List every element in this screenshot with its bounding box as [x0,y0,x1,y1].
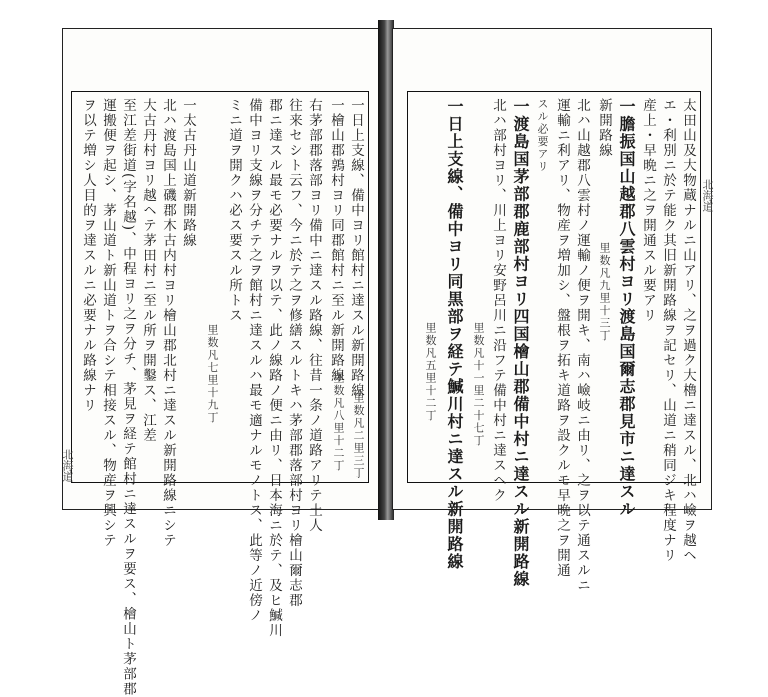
right-col-11: 一日上支線、備中ヨリ同黒部ヲ経テ鰔川村ニ達スル新開路線 [445,98,464,571]
right-col-10-note: 里数凡十一里二十七丁 [472,322,485,447]
right-col-2: エ・利別ニ於テ能ク其旧新開路線ヲ記セリ、山道ニ稍同ジキ程度ナリ [660,98,676,563]
left-col-9: 北ハ渡島国上磯郡木古内村ヨリ檜山郡北村ニ達スル新開路線ニシテ [160,98,176,548]
right-col-1: 太田山及大物蔵ナルニ山アリ、之ヲ過ク大櫓ニ達スル、北ハ嶮ヲ越ヘ [680,98,696,563]
right-col-12: 里数凡五里十二丁 [424,322,437,422]
right-col-5: 新開路線 [596,98,612,158]
left-col-5: 郡ニ達スル最モ必要ナルヲ以テ、此ノ線路ノ便ニ由リ、日本海ニ於テ、及ヒ鰔川 [266,98,282,638]
left-col-10: 大古丹村ヨリ越ヘテ茅田村ニ至ル所ヲ開鑿ス、江差 [140,98,156,443]
left-note-distance: 里数凡七里十九丁 [206,324,219,424]
right-col-8: スル必要アリ [536,98,549,173]
left-col-8: 一太古丹山道新開路線 [180,98,196,248]
left-col-7: ミニ道ヲ開クハ必ス要スル所トス [226,98,242,323]
left-col-2: 一檜山郡鶉村ヨリ同郡館村ニ至ル新開路線 [328,98,344,383]
left-col-6: 備中ヨリ支線ヲ分チテ之ヲ館村ニ達スルハ最モ適ナルモノトス、此等ノ近傍ノ [246,98,262,623]
left-page-frame [71,91,369,697]
left-col-1: 一日上支線、備中ヨリ館村ニ達スル新開路線 [348,98,364,398]
right-col-6: 北ハ山越郡八雲村ノ運輸ノ便ヲ開キ、南ハ嶮岐ニ由リ、之ヲ以テ通スルニ [574,98,590,593]
left-col-12: 運搬便ヲ起シ、茅山道ト新山道トヲ合シテ相接スル、物産ヲ興シテ [100,98,116,548]
right-col-3: 産上・早晩ニ之ヲ開通スル要アリ [640,98,656,323]
left-col-3: 右茅部郡落部ヨリ備中ニ達スル路線、往昔一条ノ道路アリテ土人 [306,98,322,533]
right-page-frame [407,91,701,593]
right-col-4: 一膽振国山越郡八雲村ヨリ渡島国爾志郡見市ニ達スル [617,98,636,518]
right-col-10: 北ハ部村ヨリ、川上ヨリ安野呂川ニ沿フテ備中村ニ達スヘク [490,98,506,503]
left-page [61,28,382,697]
right-page [392,28,714,593]
left-folio: 北海道 [61,449,74,482]
left-col-13: ヲ以テ増シ人目的ヲ達スルニ必要ナル路線ナリ [80,98,96,413]
left-col-1-note: 里数凡二里三丁 [352,392,365,480]
left-col-11: 至江差街道(字名越)、中程ヨリ之ヲ分チ、茅見ヲ経テ館村ニ達スルヲ要ス、檜山ト茅部郡 [120,98,136,697]
right-col-5-note: 里数凡九里十三丁 [598,242,611,342]
right-col-9: 一渡島国茅部郡鹿部村ヨリ四国檜山郡備中村ニ達スル新開路線 [511,98,530,588]
right-folio: 北海道 [701,179,714,212]
right-col-7: 運輸ニ利アリ、物産ヲ増加シ、盤根ヲ拓キ道路ヲ設クルモ早晩之ヲ開通 [554,98,570,578]
left-col-4: 往来セシト云フ、今ニ於テ之ヲ修繕スルトキハ茅部郡落部村ヨリ檜山爾志郡 [286,98,302,608]
left-col-2-note: 里数凡八里十二丁 [332,372,345,472]
